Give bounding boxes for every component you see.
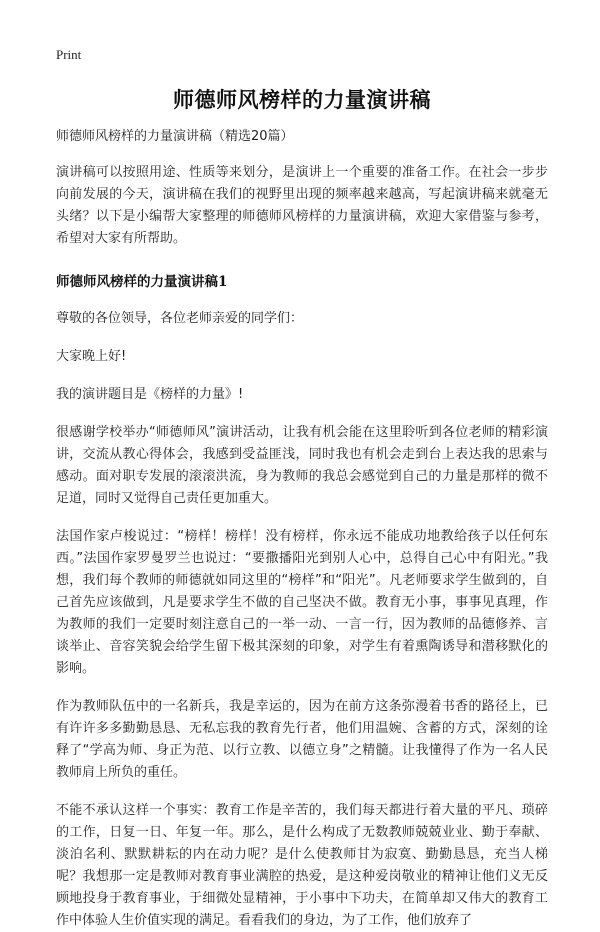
intro-paragraph: 演讲稿可以按照用途、性质等来划分，是演讲上一个重要的准备工作。在社会一步步向前发展的今天，演讲稿在我们的视野里出现的频率越来越高，写起演讲稿来就毫无头绪？以下是小编帮大家整理的师德师风榜样的力量演讲稿，欢迎大家借鉴与参考，希望对大家有所帮助。 xyxy=(56,165,548,246)
document-title: 师德师风榜样的力量演讲稿 xyxy=(173,88,431,112)
topic-paragraph: 我的演讲题目是《榜样的力量》! xyxy=(56,387,244,402)
body-paragraph: 作为教师队伍中的一名新兵，我是幸运的，因为在前方这条弥漫着书香的路径上，已有许许多多勤勤恳恳、无私忘我的教育先行者，他们用温婉、含蓄的方式，深刻的诠释了“学高为师、身正为范、以行立教、以德立身”之精髓。让我懂得了作为一名人民教师肩上所负的重任。 xyxy=(56,699,548,780)
salutation-paragraph: 尊敬的各位领导，各位老师亲爱的同学们： xyxy=(56,311,304,326)
print-link[interactable]: Print xyxy=(56,47,82,62)
document-subtitle: 师德师风榜样的力量演讲稿（精选20篇） xyxy=(56,129,294,144)
greeting-paragraph: 大家晚上好! xyxy=(56,349,127,364)
body-paragraph: 法国作家卢梭说过：“榜样！榜样！没有榜样，你永远不能成功地教给孩子以任何东西。”法国作家罗曼罗兰也说过：“要撒播阳光到别人心中，总得自己心中有阳光。”我想，我们每个教师的师德就如同这里的“榜样”和“阳光”。凡老师要求学生做到的，自己首先应该做到，凡是要求学生不做的自己坚决不做。教育无小事，事事见真理，作为教师的我们一定要时刻注意自己的一举一动、一言一行，因为教师的品德修养、言谈举止、音容笑貌会给学生留下极其深刻的印象，对学生有着熏陶诱导和潜移默化的影响。 xyxy=(56,529,548,676)
body-paragraph: 不能不承认这样一个事实：教育工作是辛苦的，我们每天都进行着大量的平凡、琐碎的工作，日复一日、年复一年。那么，是什么构成了无数教师兢兢业业、勤于奉献、淡泊名利、默默耕耘的内在动力呢？是什么使教师甘为寂寞、勤勤恳恳，充当人梯呢？我想那一定是教师对教育事业满腔的热爱，是这种爱岗敬业的精神让他们义无反顾地投身于教育事业，于细微处显精神，于小事中下功夫，在简单却又伟大的教育工作中体验人生价值实现的满足。看看我们的身边，为了工作，他们放弃了 xyxy=(56,803,548,928)
document-body xyxy=(56,128,548,932)
body-paragraph: 很感谢学校举办“师德师风”演讲活动，让我有机会能在这里聆听到各位老师的精彩演讲，交流从教心得体会，我感到受益匪浅，同时我也有机会走到台上表达我的思索与感动。面对职专发展的滚滚洪流，身为教师的我总会感觉到自己的力量是那样的微不足道，同时又觉得自己责任更加重大。 xyxy=(56,425,548,506)
section-heading: 师德师风榜样的力量演讲稿1 xyxy=(56,274,228,290)
